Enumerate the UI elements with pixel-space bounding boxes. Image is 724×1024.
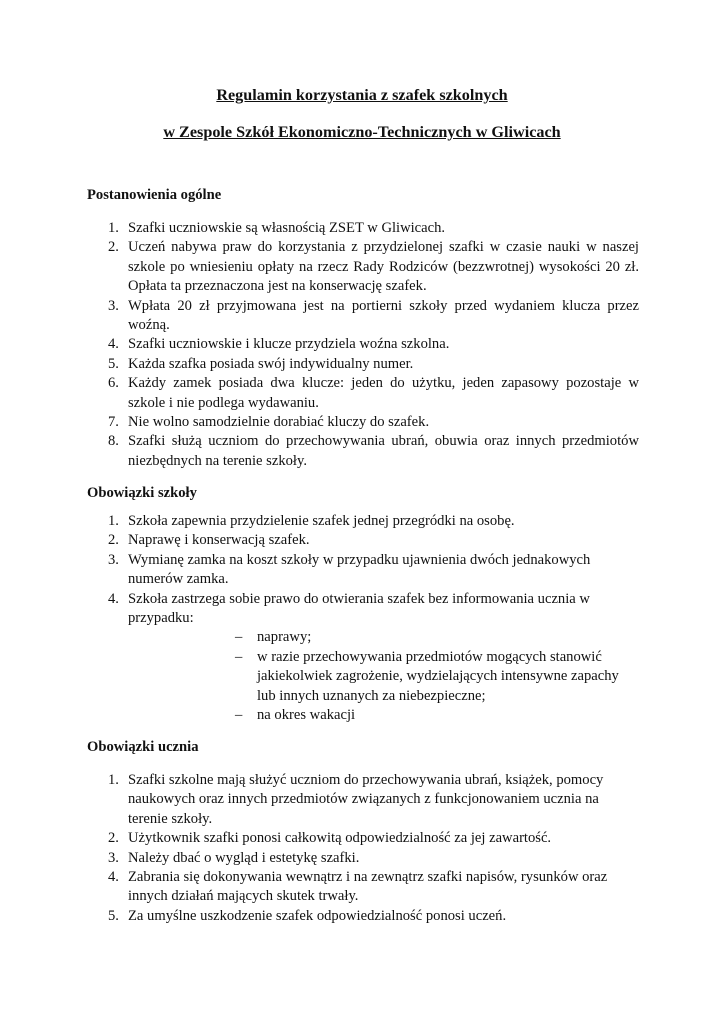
list-item	[87, 590, 639, 726]
item-number: 1.	[108, 513, 119, 529]
item-number: 3.	[108, 297, 119, 314]
item-number: 4.	[108, 590, 119, 607]
list-item	[87, 829, 639, 848]
item-number: 3.	[108, 849, 119, 866]
item-number: 2.	[108, 830, 119, 847]
dash-bullet: –	[235, 629, 243, 646]
sub-list-item	[128, 628, 639, 647]
item-text: Szafki uczniowskie i klucze przydziela woźna szkolna.	[128, 336, 450, 353]
list-item	[87, 374, 639, 413]
item-text: Zabrania się dokonywania wewnątrz i na zewnątrz szafki napisów, rysunków oraz innych działań mających skutek trwały.	[128, 869, 608, 905]
dash-bullet: –	[235, 648, 243, 665]
general-rules-list	[87, 219, 639, 471]
sub-item-text: w razie przechowywania przedmiotów mogących stanowić jakiekolwiek zagrożenie, wydzielających intensywne zapachy lub innych uznanych za niebezpieczne;	[257, 648, 619, 704]
item-number: 2.	[108, 532, 119, 549]
item-number: 6.	[108, 375, 119, 392]
item-text: Każdy zamek posiada dwa klucze: jeden do użytku, jeden zapasowy pozostaje w szkole i nie podlega wydawaniu.	[128, 375, 639, 411]
item-text: Nie wolno samodzielnie dorabiać kluczy do szafek.	[128, 414, 430, 431]
item-number: 4.	[108, 336, 119, 353]
student-duties-list	[87, 771, 639, 926]
section-heading-general: Postanowienia ogólne	[87, 187, 222, 203]
item-text: Szkoła zastrzega sobie prawo do otwierania szafek bez informowania ucznia w przypadku:	[128, 590, 590, 627]
item-number: 8.	[108, 433, 119, 450]
section-heading-school-duties: Obowiązki szkoły	[87, 485, 197, 501]
list-item	[87, 355, 639, 374]
list-item	[87, 297, 639, 336]
item-text: Naprawę i konserwacją szafek.	[128, 532, 310, 549]
item-text: Wpłata 20 zł przyjmowana jest na portierni szkoły przed wydaniem klucza przez woźną.	[128, 297, 639, 334]
list-item	[87, 551, 639, 590]
exception-cases-list	[128, 628, 639, 725]
list-item	[87, 335, 639, 354]
item-number: 5.	[108, 355, 119, 372]
list-item	[87, 531, 639, 550]
item-text: Szafki uczniowskie są własnością ZSET w Gliwicach.	[128, 220, 446, 236]
list-item	[87, 512, 639, 531]
list-item	[87, 432, 639, 471]
list-item	[87, 907, 639, 926]
item-text: Należy dbać o wygląd i estetykę szafki.	[128, 849, 360, 866]
item-number: 1.	[108, 220, 119, 236]
section-heading-student-duties: Obowiązki ucznia	[87, 739, 199, 755]
sub-list-item	[128, 648, 639, 706]
dash-bullet: –	[235, 707, 243, 724]
sub-item-text: na okres wakacji	[257, 707, 356, 724]
sub-list-item	[128, 706, 639, 725]
list-item	[87, 219, 639, 238]
school-duties-list	[87, 512, 639, 725]
item-text: Szkoła zapewnia przydzielenie szafek jednej przegródki na osobę.	[128, 513, 515, 529]
sub-item-text: naprawy;	[257, 629, 312, 646]
item-text: Użytkownik szafki ponosi całkowitą odpowiedzialność za jej zawartość.	[128, 830, 552, 847]
list-item	[87, 849, 639, 868]
item-text: Każda szafka posiada swój indywidualny numer.	[128, 355, 414, 372]
item-number: 1.	[108, 772, 119, 788]
item-text: Za umyślne uszkodzenie szafek odpowiedzialność ponosi uczeń.	[128, 907, 507, 924]
item-number: 2.	[108, 239, 119, 256]
item-number: 7.	[108, 414, 119, 431]
item-number: 5.	[108, 907, 119, 924]
list-item	[87, 868, 639, 907]
list-item	[87, 413, 639, 432]
item-number: 4.	[108, 869, 119, 886]
document-title: Regulamin korzystania z szafek szkolnych	[216, 86, 508, 104]
item-text: Szafki służą uczniom do przechowywania ubrań, obuwia oraz innych przedmiotów niezbędnych na terenie szkoły.	[128, 433, 639, 469]
item-text: Szafki szkolne mają służyć uczniom do przechowywania ubrań, książek, pomocy naukowych oraz innych przedmiotów związanych z funkcjonowaniem ucznia na terenie szkoły.	[128, 772, 604, 827]
document-subtitle: w Zespole Szkół Ekonomiczno-Technicznych w Gliwicach	[163, 123, 561, 141]
item-number: 3.	[108, 551, 119, 568]
list-item	[87, 238, 639, 296]
list-item	[87, 771, 639, 829]
item-text: Wymianę zamka na koszt szkoły w przypadku ujawnienia dwóch jednakowych numerów zamka.	[128, 551, 591, 588]
item-text: Uczeń nabywa praw do korzystania z przydzielonej szafki w czasie nauki w naszej szkole po wniesieniu opłaty na rzecz Rady Rodziców (bezzwrotnej) wysokości 20 zł. Opłata ta przeznaczona jest na konserwację szafek.	[128, 239, 639, 295]
